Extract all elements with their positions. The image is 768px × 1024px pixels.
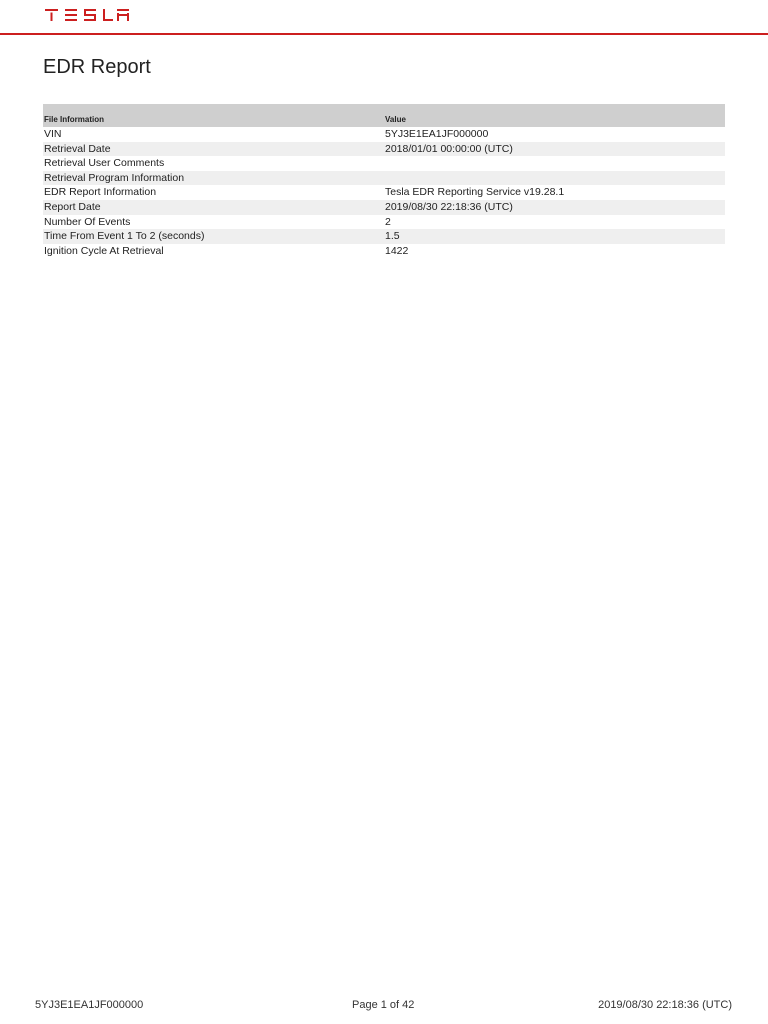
table-row [43, 244, 725, 259]
row-label: VIN [44, 128, 62, 140]
page-header [0, 0, 768, 34]
table-row [43, 127, 725, 142]
page-footer [0, 996, 768, 1016]
row-label: EDR Report Information [44, 186, 157, 199]
row-value [384, 156, 725, 171]
row-label: Retrieval Date [44, 142, 111, 155]
footer-page-number: Page 1 of 42 [352, 999, 415, 1011]
table-row [43, 200, 725, 215]
row-value: 2 [385, 215, 391, 228]
column-header-value: Value [385, 115, 406, 124]
row-label: Retrieval Program Information [44, 171, 185, 184]
file-information-table [43, 104, 725, 258]
tesla-logo [45, 8, 131, 22]
footer-vin: 5YJ3E1EA1JF000000 [35, 999, 144, 1011]
row-value: 2018/01/01 00:00:00 (UTC) [385, 142, 513, 155]
header-divider [0, 33, 768, 35]
row-value: 1422 [385, 244, 409, 257]
table-row [43, 185, 725, 200]
row-value: Tesla EDR Reporting Service v19.28.1 [385, 186, 565, 199]
column-header-file-information: File Information [44, 115, 104, 124]
footer-report-date: 2019/08/30 22:18:36 (UTC) [598, 999, 732, 1011]
table-row [43, 229, 725, 244]
row-value: 5YJ3E1EA1JF000000 [385, 128, 489, 140]
table-row [43, 171, 725, 186]
row-label: Ignition Cycle At Retrieval [44, 244, 164, 257]
page-title: EDR Report [43, 56, 151, 78]
row-label: Retrieval User Comments [44, 157, 165, 170]
row-value: 1.5 [385, 230, 400, 243]
row-value: 2019/08/30 22:18:36 (UTC) [385, 200, 513, 213]
table-row [43, 156, 725, 171]
table-row [43, 215, 725, 230]
table-row [43, 142, 725, 157]
row-label: Report Date [44, 200, 101, 213]
row-value [384, 171, 725, 186]
table-header-row [43, 104, 725, 127]
row-label: Time From Event 1 To 2 (seconds) [44, 230, 205, 243]
row-label: Number Of Events [44, 215, 131, 228]
